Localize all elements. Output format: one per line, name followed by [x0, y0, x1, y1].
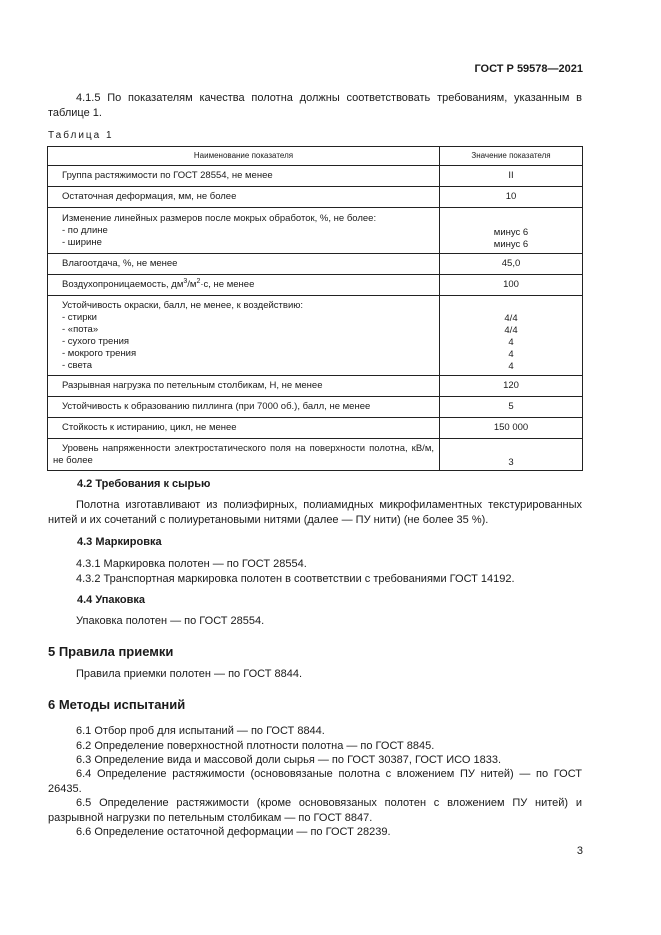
row-value: 100: [440, 275, 583, 296]
row-name: Устойчивость окраски, балл, не менее, к воздействию: - стирки - «пота» - сухого трения - мокрого трения - света: [48, 296, 440, 376]
row-value: 10: [440, 187, 583, 208]
row-name: Изменение линейных размеров после мокрых обработок, %, не более: - по длине - ширине: [48, 208, 440, 254]
paragraph: 4.3.1 Маркировка полотен — по ГОСТ 28554.: [76, 558, 307, 570]
table-row: [48, 397, 583, 418]
table-row: [48, 296, 583, 376]
row-name: Устойчивость к образованию пиллинга (при 7000 об.), балл, не менее: [48, 397, 440, 418]
page-number: 3: [576, 845, 583, 857]
section-title: 4.4 Упаковка: [77, 594, 145, 606]
table-caption: Таблица 1: [48, 130, 114, 141]
section-title: 5 Правила приемки: [48, 644, 174, 659]
row-name: Группа растяжимости по ГОСТ 28554, не менее: [48, 166, 440, 187]
table-row: [48, 275, 583, 296]
row-name: Разрывная нагрузка по петельным столбикам, Н, не менее: [48, 376, 440, 397]
paragraph: 6.2 Определение поверхностной плотности полотна — по ГОСТ 8845.: [76, 740, 435, 752]
table-row: [48, 166, 583, 187]
paragraph: Упаковка полотен — по ГОСТ 28554.: [76, 615, 265, 627]
table-row: [48, 187, 583, 208]
paragraph: 6.1 Отбор проб для испытаний — по ГОСТ 8844.: [76, 725, 325, 737]
row-name: Уровень напряженности электростатического поля на поверхности полотна, кВ/м, не более: [48, 439, 440, 471]
paragraph: 6.6 Определение остаточной деформации — по ГОСТ 28239.: [76, 826, 391, 838]
table-header-row: [48, 147, 583, 166]
paragraph: 6.3 Определение вида и массовой доли сырья — по ГОСТ 30387, ГОСТ ИСО 1833.: [76, 754, 502, 766]
row-name: Влагоотдача, %, не менее: [48, 254, 440, 275]
row-name: Остаточная деформация, мм, не более: [48, 187, 440, 208]
row-value: 150 000: [440, 418, 583, 439]
paragraph: 6.4 Определение растяжимости (основовязаные полотна с вложением ПУ нитей) — по ГОСТ 26435.: [48, 768, 582, 795]
row-name: Воздухопроницаемость, $дм^3/м^2\cdot с$, не менее: [48, 275, 440, 296]
table-row: [48, 376, 583, 397]
row-name: Стойкость к истиранию, цикл, не менее: [48, 418, 440, 439]
clause-4-1-5: 4.1.5 По показателям качества полотна должны соответствовать требованиям, указанным в таблице 1.: [48, 92, 582, 119]
column-header: Наименование показателя: [48, 147, 440, 166]
table-row: [48, 208, 583, 254]
section-title: 4.2 Требования к сырью: [77, 478, 211, 490]
paragraph: 6.5 Определение растяжимости (кроме основовязаных полотен с вложением ПУ нитей) и разрывной нагрузки по петельным столбикам — по ГОСТ 8847.: [48, 797, 582, 824]
row-value: минус 6 минус 6: [440, 208, 583, 254]
row-value: 3: [440, 439, 583, 471]
paragraph: 4.3.2 Транспортная маркировка полотен в соответствии с требованиями ГОСТ 14192.: [76, 573, 515, 585]
row-value: 45,0: [440, 254, 583, 275]
column-header: Значение показателя: [440, 147, 583, 166]
section-title: 6 Методы испытаний: [48, 697, 186, 712]
row-value: 4/4 4/4 4 4 4: [440, 296, 583, 376]
section-title: 4.3 Маркировка: [77, 536, 162, 548]
quality-table: [47, 146, 583, 471]
row-value: II: [440, 166, 583, 187]
paragraph: Правила приемки полотен — по ГОСТ 8844.: [76, 668, 303, 680]
table-row: [48, 254, 583, 275]
table-row: [48, 439, 583, 471]
document-header: ГОСТ Р 59578—2021: [474, 63, 583, 75]
paragraph: Полотна изготавливают из полиэфирных, полиамидных микрофиламентных текстурированных нитей и их сочетаний с полиуретановыми нитями (далее — ПУ нити) (не более 35 %).: [48, 499, 582, 526]
table-row: [48, 418, 583, 439]
row-value: 120: [440, 376, 583, 397]
row-value: 5: [440, 397, 583, 418]
